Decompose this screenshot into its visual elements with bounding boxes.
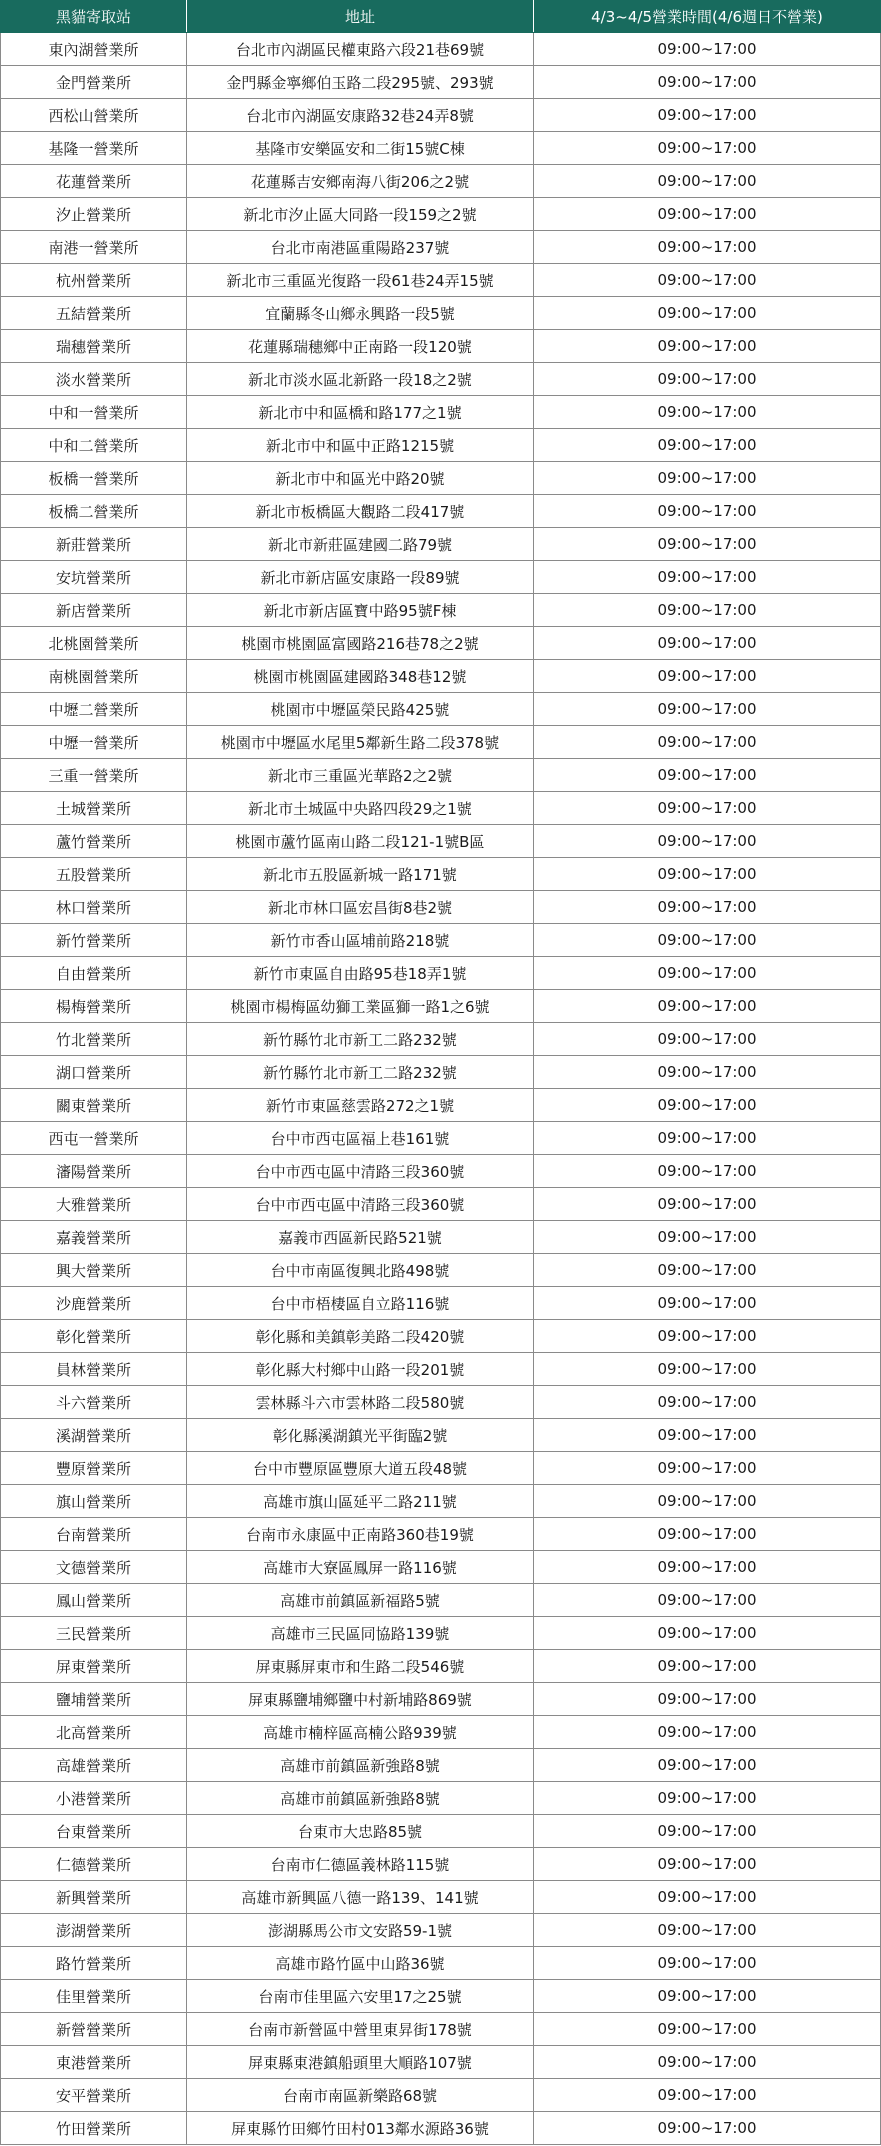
hours-cell: 09:00~17:00 — [534, 2112, 881, 2145]
table-row — [1, 396, 881, 429]
address-cell: 新北市新店區安康路一段89號 — [187, 561, 534, 594]
station-name-cell: 林口營業所 — [1, 891, 187, 924]
table-row — [1, 726, 881, 759]
hours-cell: 09:00~17:00 — [534, 330, 881, 363]
hours-cell: 09:00~17:00 — [534, 1023, 881, 1056]
address-cell: 台南市永康區中正南路360巷19號 — [187, 1518, 534, 1551]
station-name-cell: 竹田營業所 — [1, 2112, 187, 2145]
table-row — [1, 1815, 881, 1848]
table-row — [1, 1749, 881, 1782]
address-cell: 新北市汐止區大同路一段159之2號 — [187, 198, 534, 231]
station-name-cell: 屏東營業所 — [1, 1650, 187, 1683]
station-name-cell: 台南營業所 — [1, 1518, 187, 1551]
table-row — [1, 165, 881, 198]
hours-cell: 09:00~17:00 — [534, 1254, 881, 1287]
address-cell: 台南市佳里區六安里17之25號 — [187, 1980, 534, 2013]
address-cell: 新北市新莊區建國二路79號 — [187, 528, 534, 561]
address-cell: 新北市中和區中正路1215號 — [187, 429, 534, 462]
hours-cell: 09:00~17:00 — [534, 1683, 881, 1716]
station-name-cell: 五結營業所 — [1, 297, 187, 330]
table-row — [1, 924, 881, 957]
station-name-cell: 中和一營業所 — [1, 396, 187, 429]
station-name-cell: 三民營業所 — [1, 1617, 187, 1650]
hours-cell: 09:00~17:00 — [534, 132, 881, 165]
table-row — [1, 1155, 881, 1188]
table-row — [1, 1551, 881, 1584]
table-row — [1, 660, 881, 693]
address-cell: 屏東縣鹽埔鄉鹽中村新埔路869號 — [187, 1683, 534, 1716]
hours-cell: 09:00~17:00 — [534, 1419, 881, 1452]
station-name-cell: 新營營業所 — [1, 2013, 187, 2046]
address-cell: 澎湖縣馬公市文安路59-1號 — [187, 1914, 534, 1947]
table-row — [1, 1122, 881, 1155]
station-name-cell: 竹北營業所 — [1, 1023, 187, 1056]
hours-cell: 09:00~17:00 — [534, 726, 881, 759]
table-row — [1, 2013, 881, 2046]
table-row — [1, 1452, 881, 1485]
address-cell: 台北市南港區重陽路237號 — [187, 231, 534, 264]
table-row — [1, 693, 881, 726]
table-row — [1, 1848, 881, 1881]
address-cell: 台中市西屯區中清路三段360號 — [187, 1188, 534, 1221]
station-name-cell: 汐止營業所 — [1, 198, 187, 231]
address-cell: 桃園市桃園區建國路348巷12號 — [187, 660, 534, 693]
table-header — [1, 1, 881, 33]
table-row — [1, 1287, 881, 1320]
address-cell: 屏東縣屏東市和生路二段546號 — [187, 1650, 534, 1683]
station-name-cell: 北高營業所 — [1, 1716, 187, 1749]
address-cell: 嘉義市西區新民路521號 — [187, 1221, 534, 1254]
hours-cell: 09:00~17:00 — [534, 990, 881, 1023]
table-row — [1, 759, 881, 792]
station-name-cell: 台東營業所 — [1, 1815, 187, 1848]
hours-cell: 09:00~17:00 — [534, 1947, 881, 1980]
hours-cell: 09:00~17:00 — [534, 1188, 881, 1221]
address-cell: 金門縣金寧鄉伯玉路二段295號、293號 — [187, 66, 534, 99]
hours-cell: 09:00~17:00 — [534, 1386, 881, 1419]
station-name-cell: 板橋二營業所 — [1, 495, 187, 528]
table-row — [1, 99, 881, 132]
hours-cell: 09:00~17:00 — [534, 1650, 881, 1683]
station-name-cell: 員林營業所 — [1, 1353, 187, 1386]
hours-cell: 09:00~17:00 — [534, 858, 881, 891]
station-name-cell: 中壢二營業所 — [1, 693, 187, 726]
address-cell: 新北市土城區中央路四段29之1號 — [187, 792, 534, 825]
hours-cell: 09:00~17:00 — [534, 594, 881, 627]
hours-cell: 09:00~17:00 — [534, 297, 881, 330]
station-name-cell: 三重一營業所 — [1, 759, 187, 792]
station-name-cell: 瑞穗營業所 — [1, 330, 187, 363]
hours-cell: 09:00~17:00 — [534, 561, 881, 594]
column-header-station: 黑貓寄取站 — [1, 1, 187, 33]
station-name-cell: 南桃園營業所 — [1, 660, 187, 693]
station-name-cell: 高雄營業所 — [1, 1749, 187, 1782]
hours-cell: 09:00~17:00 — [534, 1881, 881, 1914]
hours-cell: 09:00~17:00 — [534, 1221, 881, 1254]
address-cell: 宜蘭縣冬山鄉永興路一段5號 — [187, 297, 534, 330]
address-cell: 高雄市前鎮區新強路8號 — [187, 1782, 534, 1815]
address-cell: 高雄市路竹區中山路36號 — [187, 1947, 534, 1980]
address-cell: 桃園市蘆竹區南山路二段121-1號B區 — [187, 825, 534, 858]
table-row — [1, 132, 881, 165]
station-name-cell: 瀋陽營業所 — [1, 1155, 187, 1188]
table-row — [1, 561, 881, 594]
hours-cell: 09:00~17:00 — [534, 66, 881, 99]
hours-cell: 09:00~17:00 — [534, 429, 881, 462]
address-cell: 新北市林口區宏昌街8巷2號 — [187, 891, 534, 924]
hours-cell: 09:00~17:00 — [534, 1584, 881, 1617]
address-cell: 彰化縣和美鎮彰美路二段420號 — [187, 1320, 534, 1353]
station-name-cell: 基隆一營業所 — [1, 132, 187, 165]
station-name-cell: 花蓮營業所 — [1, 165, 187, 198]
table-row — [1, 2046, 881, 2079]
address-cell: 新竹縣竹北市新工二路232號 — [187, 1056, 534, 1089]
table-row — [1, 1782, 881, 1815]
table-row — [1, 1320, 881, 1353]
station-name-cell: 佳里營業所 — [1, 1980, 187, 2013]
hours-cell: 09:00~17:00 — [534, 198, 881, 231]
station-name-cell: 新莊營業所 — [1, 528, 187, 561]
table-row — [1, 1980, 881, 2013]
table-row — [1, 1221, 881, 1254]
hours-cell: 09:00~17:00 — [534, 1089, 881, 1122]
table-row — [1, 1617, 881, 1650]
hours-cell: 09:00~17:00 — [534, 759, 881, 792]
table-row — [1, 297, 881, 330]
address-cell: 台南市新營區中營里東昇街178號 — [187, 2013, 534, 2046]
station-name-cell: 小港營業所 — [1, 1782, 187, 1815]
address-cell: 台中市梧棲區自立路116號 — [187, 1287, 534, 1320]
hours-cell: 09:00~17:00 — [534, 396, 881, 429]
address-cell: 新竹市香山區埔前路218號 — [187, 924, 534, 957]
table-row — [1, 858, 881, 891]
table-row — [1, 891, 881, 924]
hours-cell: 09:00~17:00 — [534, 1815, 881, 1848]
station-name-cell: 路竹營業所 — [1, 1947, 187, 1980]
table-row — [1, 594, 881, 627]
column-header-address: 地址 — [187, 1, 534, 33]
address-cell: 新北市中和區橋和路177之1號 — [187, 396, 534, 429]
hours-cell: 09:00~17:00 — [534, 1518, 881, 1551]
table-body — [1, 33, 881, 2145]
hours-cell: 09:00~17:00 — [534, 627, 881, 660]
table-row — [1, 1650, 881, 1683]
hours-cell: 09:00~17:00 — [534, 528, 881, 561]
address-cell: 新北市新店區寶中路95號F棟 — [187, 594, 534, 627]
address-cell: 彰化縣大村鄉中山路一段201號 — [187, 1353, 534, 1386]
hours-cell: 09:00~17:00 — [534, 231, 881, 264]
station-name-cell: 仁德營業所 — [1, 1848, 187, 1881]
table-row — [1, 1914, 881, 1947]
station-name-cell: 豐原營業所 — [1, 1452, 187, 1485]
address-cell: 高雄市三民區同協路139號 — [187, 1617, 534, 1650]
hours-cell: 09:00~17:00 — [534, 891, 881, 924]
table-row — [1, 957, 881, 990]
station-name-cell: 澎湖營業所 — [1, 1914, 187, 1947]
table-row — [1, 231, 881, 264]
hours-cell: 09:00~17:00 — [534, 2046, 881, 2079]
address-cell: 新北市三重區光復路一段61巷24弄15號 — [187, 264, 534, 297]
hours-cell: 09:00~17:00 — [534, 792, 881, 825]
station-name-cell: 金門營業所 — [1, 66, 187, 99]
hours-cell: 09:00~17:00 — [534, 1617, 881, 1650]
hours-cell: 09:00~17:00 — [534, 363, 881, 396]
station-name-cell: 中壢一營業所 — [1, 726, 187, 759]
station-name-cell: 興大營業所 — [1, 1254, 187, 1287]
hours-cell: 09:00~17:00 — [534, 1848, 881, 1881]
station-name-cell: 湖口營業所 — [1, 1056, 187, 1089]
address-cell: 台中市西屯區中清路三段360號 — [187, 1155, 534, 1188]
table-row — [1, 1254, 881, 1287]
hours-cell: 09:00~17:00 — [534, 924, 881, 957]
table-row — [1, 1518, 881, 1551]
address-cell: 高雄市旗山區延平二路211號 — [187, 1485, 534, 1518]
hours-cell: 09:00~17:00 — [534, 33, 881, 66]
hours-cell: 09:00~17:00 — [534, 693, 881, 726]
address-cell: 台中市西屯區福上巷161號 — [187, 1122, 534, 1155]
table-row — [1, 792, 881, 825]
address-cell: 新竹市東區自由路95巷18弄1號 — [187, 957, 534, 990]
station-name-cell: 嘉義營業所 — [1, 1221, 187, 1254]
address-cell: 屏東縣竹田鄉竹田村013鄰水源路36號 — [187, 2112, 534, 2145]
station-name-cell: 鳳山營業所 — [1, 1584, 187, 1617]
address-cell: 高雄市楠梓區高楠公路939號 — [187, 1716, 534, 1749]
station-name-cell: 鹽埔營業所 — [1, 1683, 187, 1716]
station-name-cell: 旗山營業所 — [1, 1485, 187, 1518]
hours-cell: 09:00~17:00 — [534, 1914, 881, 1947]
column-header-hours: 4/3~4/5營業時間(4/6週日不營業) — [534, 1, 881, 33]
address-cell: 台中市豐原區豐原大道五段48號 — [187, 1452, 534, 1485]
address-cell: 新北市板橋區大觀路二段417號 — [187, 495, 534, 528]
address-cell: 基隆市安樂區安和二街15號C棟 — [187, 132, 534, 165]
hours-cell: 09:00~17:00 — [534, 1155, 881, 1188]
station-name-cell: 蘆竹營業所 — [1, 825, 187, 858]
station-name-cell: 安平營業所 — [1, 2079, 187, 2112]
hours-cell: 09:00~17:00 — [534, 1320, 881, 1353]
table-row — [1, 1089, 881, 1122]
address-cell: 新竹縣竹北市新工二路232號 — [187, 1023, 534, 1056]
table-row — [1, 1056, 881, 1089]
station-name-cell: 溪湖營業所 — [1, 1419, 187, 1452]
table-row — [1, 1188, 881, 1221]
table-row — [1, 330, 881, 363]
hours-cell: 09:00~17:00 — [534, 1056, 881, 1089]
table-row — [1, 1386, 881, 1419]
address-cell: 新北市五股區新城一路171號 — [187, 858, 534, 891]
address-cell: 高雄市前鎮區新強路8號 — [187, 1749, 534, 1782]
hours-cell: 09:00~17:00 — [534, 1287, 881, 1320]
hours-cell: 09:00~17:00 — [534, 264, 881, 297]
table-row — [1, 2079, 881, 2112]
table-row — [1, 1881, 881, 1914]
hours-cell: 09:00~17:00 — [534, 462, 881, 495]
table-row — [1, 462, 881, 495]
table-row — [1, 627, 881, 660]
table-row — [1, 66, 881, 99]
table-row — [1, 1584, 881, 1617]
address-cell: 新竹市東區慈雲路272之1號 — [187, 1089, 534, 1122]
address-cell: 新北市淡水區北新路一段18之2號 — [187, 363, 534, 396]
address-cell: 桃園市楊梅區幼獅工業區獅一路1之6號 — [187, 990, 534, 1023]
table-row — [1, 1485, 881, 1518]
header-row — [1, 1, 881, 33]
address-cell: 桃園市中壢區榮民路425號 — [187, 693, 534, 726]
table-row — [1, 990, 881, 1023]
address-cell: 新北市中和區光中路20號 — [187, 462, 534, 495]
station-name-cell: 西松山營業所 — [1, 99, 187, 132]
address-cell: 台南市仁德區義林路115號 — [187, 1848, 534, 1881]
table-row — [1, 33, 881, 66]
station-name-cell: 新竹營業所 — [1, 924, 187, 957]
hours-cell: 09:00~17:00 — [534, 1353, 881, 1386]
station-name-cell: 安坑營業所 — [1, 561, 187, 594]
hours-cell: 09:00~17:00 — [534, 1980, 881, 2013]
station-name-cell: 關東營業所 — [1, 1089, 187, 1122]
table-row — [1, 2112, 881, 2145]
station-name-cell: 東港營業所 — [1, 2046, 187, 2079]
table-row — [1, 1683, 881, 1716]
hours-cell: 09:00~17:00 — [534, 2013, 881, 2046]
address-cell: 高雄市新興區八德一路139、141號 — [187, 1881, 534, 1914]
address-cell: 彰化縣溪湖鎮光平街臨2號 — [187, 1419, 534, 1452]
address-cell: 台中市南區復興北路498號 — [187, 1254, 534, 1287]
station-name-cell: 大雅營業所 — [1, 1188, 187, 1221]
station-name-cell: 東內湖營業所 — [1, 33, 187, 66]
table-row — [1, 363, 881, 396]
address-cell: 台東市大忠路85號 — [187, 1815, 534, 1848]
station-name-cell: 北桃園營業所 — [1, 627, 187, 660]
address-cell: 雲林縣斗六市雲林路二段580號 — [187, 1386, 534, 1419]
address-cell: 花蓮縣瑞穗鄉中正南路一段120號 — [187, 330, 534, 363]
hours-cell: 09:00~17:00 — [534, 1749, 881, 1782]
station-name-cell: 沙鹿營業所 — [1, 1287, 187, 1320]
table-row — [1, 1353, 881, 1386]
station-name-cell: 文德營業所 — [1, 1551, 187, 1584]
address-cell: 新北市三重區光華路2之2號 — [187, 759, 534, 792]
hours-cell: 09:00~17:00 — [534, 495, 881, 528]
table-row — [1, 1716, 881, 1749]
hours-cell: 09:00~17:00 — [534, 99, 881, 132]
station-name-cell: 五股營業所 — [1, 858, 187, 891]
address-cell: 高雄市前鎮區新福路5號 — [187, 1584, 534, 1617]
address-cell: 高雄市大寮區鳳屏一路116號 — [187, 1551, 534, 1584]
table-row — [1, 1419, 881, 1452]
hours-cell: 09:00~17:00 — [534, 1122, 881, 1155]
hours-cell: 09:00~17:00 — [534, 1485, 881, 1518]
table-row — [1, 825, 881, 858]
table-row — [1, 495, 881, 528]
address-cell: 台南市南區新樂路68號 — [187, 2079, 534, 2112]
hours-cell: 09:00~17:00 — [534, 1782, 881, 1815]
table-row — [1, 429, 881, 462]
station-name-cell: 新店營業所 — [1, 594, 187, 627]
station-name-cell: 中和二營業所 — [1, 429, 187, 462]
address-cell: 台北市內湖區安康路32巷24弄8號 — [187, 99, 534, 132]
address-cell: 台北市內湖區民權東路六段21巷69號 — [187, 33, 534, 66]
table-row — [1, 1947, 881, 1980]
address-cell: 花蓮縣吉安鄉南海八街206之2號 — [187, 165, 534, 198]
station-name-cell: 彰化營業所 — [1, 1320, 187, 1353]
hours-cell: 09:00~17:00 — [534, 165, 881, 198]
station-name-cell: 新興營業所 — [1, 1881, 187, 1914]
hours-cell: 09:00~17:00 — [534, 2079, 881, 2112]
station-name-cell: 土城營業所 — [1, 792, 187, 825]
hours-cell: 09:00~17:00 — [534, 1716, 881, 1749]
station-name-cell: 楊梅營業所 — [1, 990, 187, 1023]
hours-cell: 09:00~17:00 — [534, 957, 881, 990]
address-cell: 桃園市桃園區富國路216巷78之2號 — [187, 627, 534, 660]
station-name-cell: 自由營業所 — [1, 957, 187, 990]
hours-cell: 09:00~17:00 — [534, 660, 881, 693]
station-name-cell: 南港一營業所 — [1, 231, 187, 264]
table-row — [1, 528, 881, 561]
address-cell: 桃園市中壢區水尾里5鄰新生路二段378號 — [187, 726, 534, 759]
table-row — [1, 264, 881, 297]
station-name-cell: 淡水營業所 — [1, 363, 187, 396]
station-name-cell: 杭州營業所 — [1, 264, 187, 297]
station-name-cell: 西屯一營業所 — [1, 1122, 187, 1155]
table-row — [1, 198, 881, 231]
station-name-cell: 斗六營業所 — [1, 1386, 187, 1419]
station-name-cell: 板橋一營業所 — [1, 462, 187, 495]
hours-cell: 09:00~17:00 — [534, 825, 881, 858]
table-row — [1, 1023, 881, 1056]
hours-cell: 09:00~17:00 — [534, 1452, 881, 1485]
hours-cell: 09:00~17:00 — [534, 1551, 881, 1584]
address-cell: 屏東縣東港鎮船頭里大順路107號 — [187, 2046, 534, 2079]
